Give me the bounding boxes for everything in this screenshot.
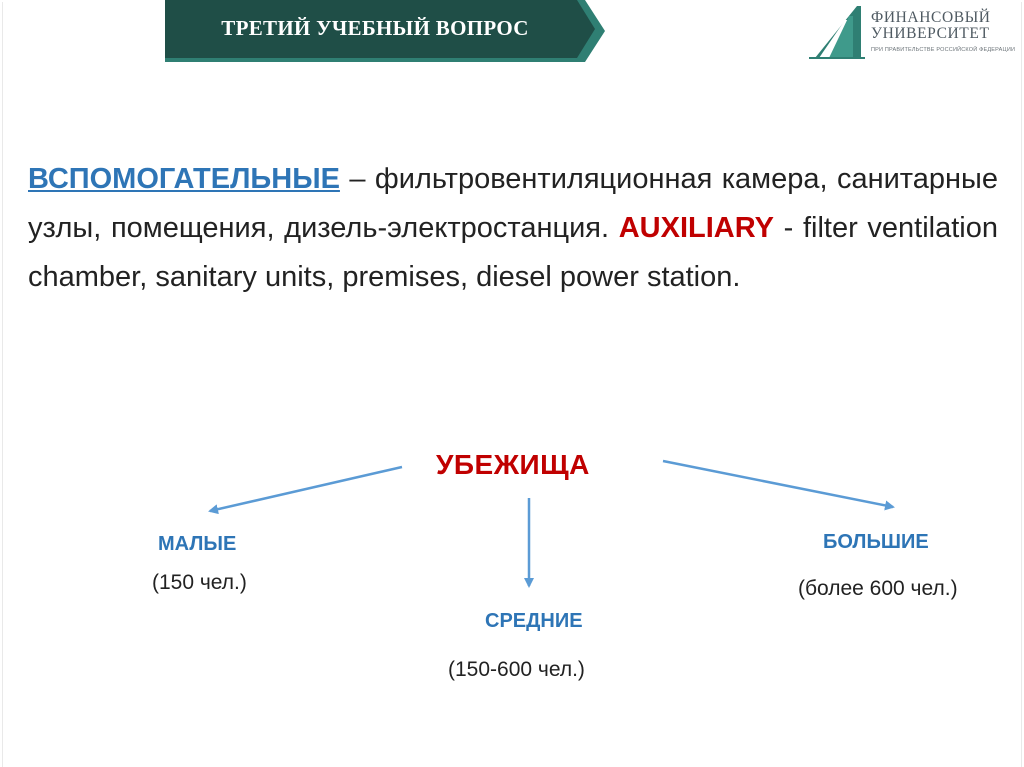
arrow-to-small <box>210 467 402 511</box>
category-small-capacity: (150 чел.) <box>152 571 247 594</box>
definition-ru-text: – фильтровентиляционная камера, санитарные узлы, помещения, дизель-электростанция. <box>28 163 998 244</box>
arrow-to-large <box>663 461 893 507</box>
category-large-label: БОЛЬШИЕ <box>823 531 929 553</box>
logo-text-line3: ПРИ ПРАВИТЕЛЬСТВЕ РОССИЙСКОЙ ФЕДЕРАЦИИ <box>871 47 1016 53</box>
logo-text-line2: УНИВЕРСИТЕТ <box>871 25 990 42</box>
term-en: AUXILIARY <box>618 212 774 244</box>
term-ru: ВСПОМОГАТЕЛЬНЫЕ <box>28 163 340 195</box>
definition-en-text: - filter ventilation chamber, sanitary units, premises, diesel power station. <box>28 212 998 293</box>
category-medium-capacity: (150-600 чел.) <box>448 658 585 681</box>
category-small-label: МАЛЫЕ <box>158 533 237 555</box>
diagram-root-label: УБЕЖИЩА <box>436 449 590 480</box>
page-title: ТРЕТИЙ УЧЕБНЫЙ ВОПРОС <box>221 15 529 40</box>
category-large-capacity: (более 600 чел.) <box>798 577 958 600</box>
category-medium-label: СРЕДНИЕ <box>485 610 583 632</box>
logo-text-line1: ФИНАНСОВЫЙ <box>871 9 991 26</box>
